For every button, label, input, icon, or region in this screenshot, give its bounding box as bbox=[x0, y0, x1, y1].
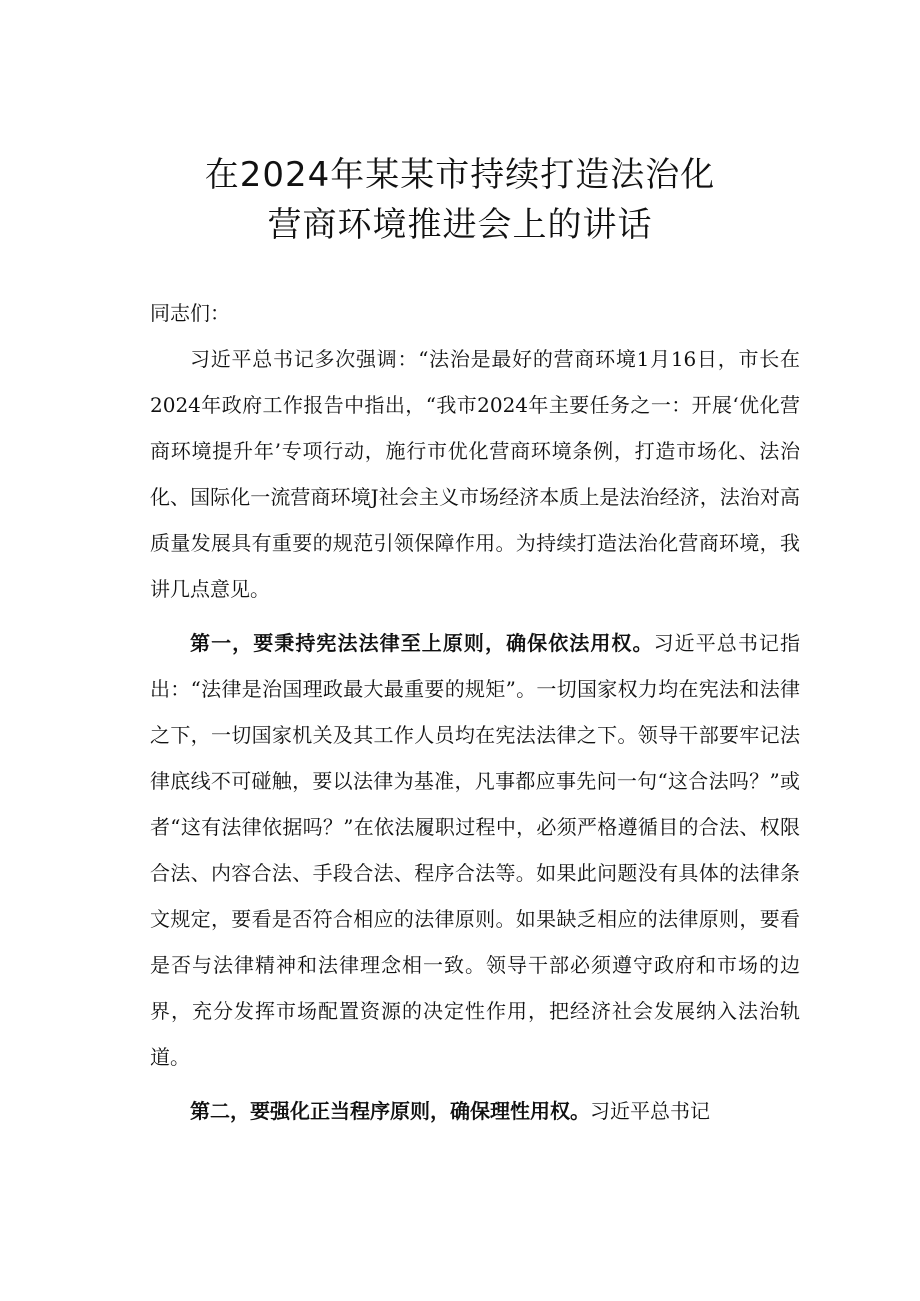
paragraph-text: 习近平总书记多次强调：“法治是最好的营商环境1月16日，市长在2024年政府工作报告中指出，“我市2024年主要任务之一：开展‘优化营商环境提升年’专项行动，施行市优化营商环境条例，打造市场化、法治化、国际化一流营商环境J社会主义市场经济本质上是法治经济，法治对高质量发展具有重要的规范引领保障作用。为持续打造法治化营商环境，我讲几点意见。 bbox=[150, 347, 800, 601]
paragraph-text: 习近平总书记 bbox=[590, 1099, 710, 1123]
paragraph-heading: 第二，要强化正当程序原则，确保理性用权。 bbox=[190, 1099, 590, 1123]
document-body bbox=[150, 290, 800, 1142]
salutation: 同志们： bbox=[150, 301, 230, 325]
paragraph-first-point bbox=[150, 620, 800, 1080]
paragraph-heading: 第一，要秉持宪法法律至上原则，确保依法用权。 bbox=[190, 631, 654, 655]
paragraph-intro bbox=[150, 336, 800, 612]
document-title bbox=[0, 150, 920, 250]
title-line-2: 营商环境推进会上的讲话 bbox=[267, 205, 653, 245]
paragraph-second-point bbox=[150, 1088, 800, 1134]
paragraph-text: 习近平总书记指出：“法律是治国理政最大最重要的规矩”。一切国家权力均在宪法和法律之下，一切国家机关及其工作人员均在宪法法律之下。领导干部要牢记法律底线不可碰触，要以法律为基准，凡事都应事先问一句“这合法吗？”或者“这有法律依据吗？”在依法履职过程中，必须严格遵循目的合法、权限合法、内容合法、手段合法、程序合法等。如果此问题没有具体的法律条文规定，要看是否符合相应的法律原则。如果缺乏相应的法律原则，要看是否与法律精神和法律理念相一致。领导干部必须遵守政府和市场的边界，充分发挥市场配置资源的决定性作用，把经济社会发展纳入法治轨道。 bbox=[150, 631, 801, 1069]
title-line-1: 在2024年某某市持续打造法治化 bbox=[204, 155, 716, 195]
